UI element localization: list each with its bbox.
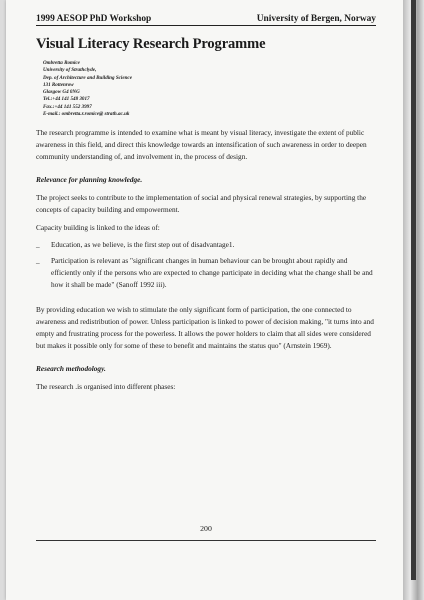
page-number: 200 [200,524,212,533]
affiliation-line: Dep. of Architecture and Building Science [43,74,132,81]
header-left: 1999 AESOP PhD Workshop [36,14,152,24]
paragraph: Capacity building is linked to the ideas of: [36,223,160,233]
paper-title: Visual Literacy Research Programme [36,36,266,52]
intro-paragraph: The research programme is intended to examine what is meant by visual literacy, investigate the extent of public awareness in this field, and direct this knowledge towards an intensification of such awareness in order to deepen community understanding of, and involvement in, the process of design. [36,128,367,162]
affiliation-line: Glasgow G4 0NG [43,89,80,96]
author-name: Ombretta Romice [43,60,80,66]
bullet-list [36,239,376,291]
paragraph: The research .is organised into different phases: [36,382,176,392]
page-content [36,14,376,533]
affiliation-line: 131 Rottenrow [43,81,74,88]
section-heading-relevance: Relevance for planning knowledge. [36,175,143,185]
running-header [36,14,376,26]
document-page [6,0,403,600]
paragraph: The project seeks to contribute to the implementation of social and physical renewal strategies, by supporting the concepts of capacity building and empowerment. [36,193,367,215]
paragraph: By providing education we wish to stimulate the only significant form of participation, the one connected to awareness and redistribution of power. Unless participation is linked to power of decision making, "it turns into and empty and frustrating process for the powerless. It allows the power holders to claim that all sides were considered but makes it possible only for some of these to benefit and maintains the status quo" (Arnstein 1969). [36,305,374,351]
header-right: University of Bergen, Norway [256,14,376,24]
bullet-marker: _ [36,256,40,266]
scan-shadow [411,0,416,580]
section-heading-methodology: Research methodology. [36,364,106,374]
affiliation-line: University of Strathclyde, [43,67,97,74]
affiliation-line: Tel.:+44 141 548 3017 [43,96,90,103]
bullet-item [36,239,376,251]
bullet-text: Participation is relevant as "significant changes in human behaviour can be brought about rapidly and efficiently only if the persons who are expected to change participate in deciding what the change shall be and how it shall be made" (Sanoff 1992 iii). [51,256,373,290]
affiliation-line: Fax.:+44 141 552 3997 [43,103,92,110]
bullet-item [36,255,376,291]
bullet-marker: _ [36,240,40,250]
footer-rule [36,540,376,541]
affiliation-line: E-mail.: ombretta.r.romice@ strath.ac.uk [43,111,130,118]
bullet-text: Education, as we believe, is the first step out of disadvantage1. [51,240,235,250]
author-block [43,60,376,118]
